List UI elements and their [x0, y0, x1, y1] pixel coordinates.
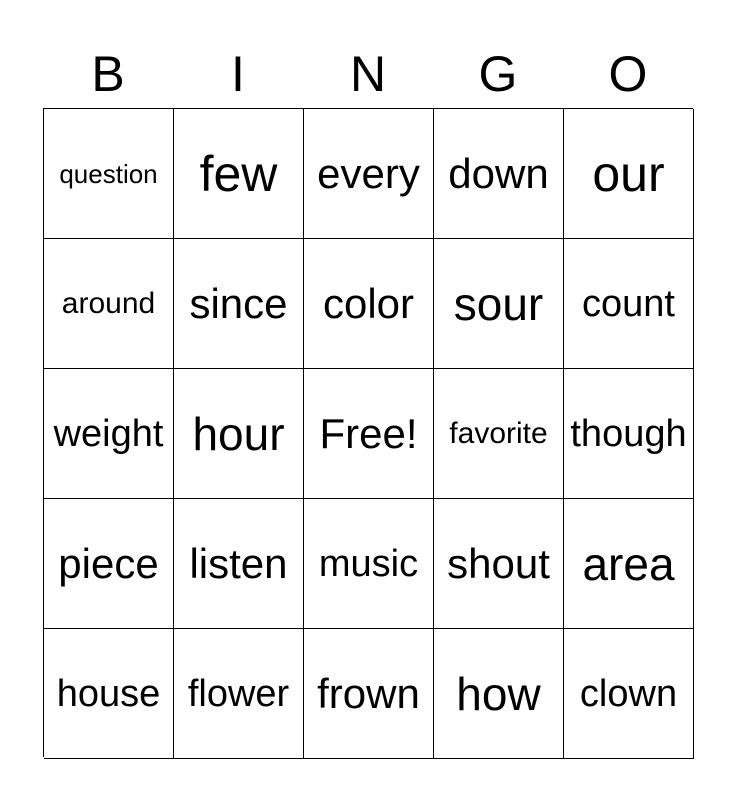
bingo-cell[interactable]: weight: [44, 369, 174, 499]
header-letter-i: I: [231, 46, 245, 102]
bingo-cell[interactable]: down: [434, 109, 564, 239]
bingo-cell[interactable]: area: [564, 499, 694, 629]
free-space-cell[interactable]: Free!: [304, 369, 434, 499]
bingo-cell[interactable]: around: [44, 239, 174, 369]
header-letter-b: B: [91, 46, 125, 102]
bingo-header: [43, 40, 693, 108]
bingo-cell[interactable]: flower: [174, 629, 304, 759]
bingo-cell[interactable]: listen: [174, 499, 304, 629]
bingo-cell[interactable]: few: [174, 109, 304, 239]
bingo-cell[interactable]: hour: [174, 369, 304, 499]
bingo-cell[interactable]: music: [304, 499, 434, 629]
bingo-cell[interactable]: color: [304, 239, 434, 369]
bingo-cell[interactable]: our: [564, 109, 694, 239]
header-letter-n: N: [349, 46, 387, 102]
bingo-cell[interactable]: since: [174, 239, 304, 369]
bingo-cell[interactable]: shout: [434, 499, 564, 629]
bingo-cell[interactable]: piece: [44, 499, 174, 629]
bingo-cell[interactable]: count: [564, 239, 694, 369]
bingo-cell[interactable]: clown: [564, 629, 694, 759]
header-letter-o: O: [608, 46, 648, 102]
header-letter-g: G: [478, 46, 518, 102]
bingo-board: [43, 108, 693, 757]
bingo-cell[interactable]: sour: [434, 239, 564, 369]
bingo-cell[interactable]: frown: [304, 629, 434, 759]
bingo-cell[interactable]: every: [304, 109, 434, 239]
bingo-cell[interactable]: question: [44, 109, 174, 239]
bingo-cell[interactable]: favorite: [434, 369, 564, 499]
bingo-cell[interactable]: house: [44, 629, 174, 759]
bingo-cell[interactable]: though: [564, 369, 694, 499]
bingo-cell[interactable]: how: [434, 629, 564, 759]
